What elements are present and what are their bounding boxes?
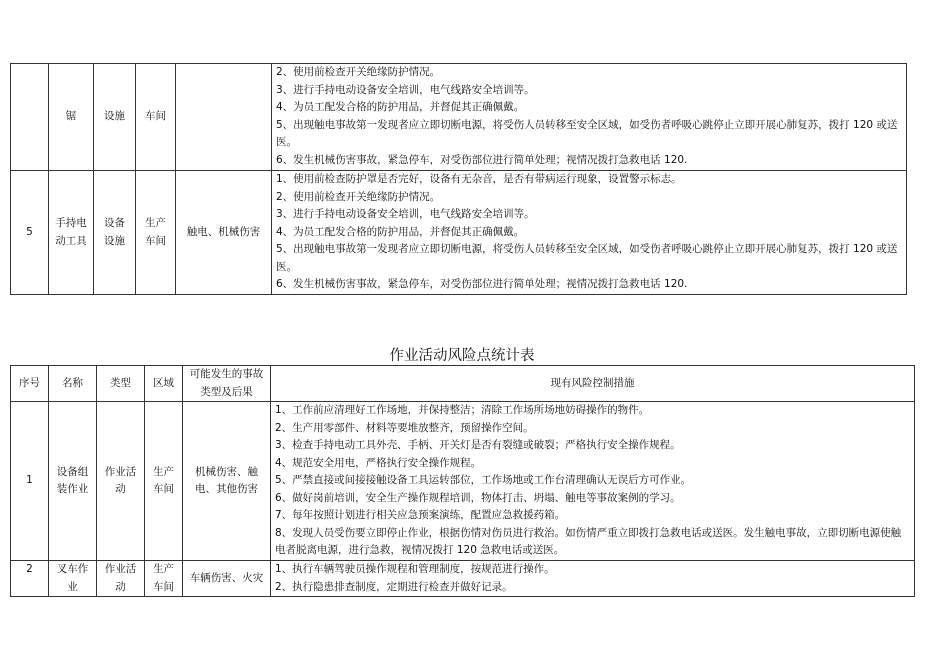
activity-risk-table [10, 365, 915, 597]
row-measures [271, 402, 915, 561]
header-area: 区域 [145, 366, 183, 402]
row-hazard [176, 64, 272, 171]
measure-item: 5、出现触电事故第一发现者应立即切断电源，将受伤人员转移至安全区域，如受伤者呼吸心跳停止立即开展心肺复苏，拨打 120 或送医。 [276, 118, 898, 148]
row-measures [272, 64, 907, 171]
row-name: 叉车作业 [49, 561, 97, 597]
measure-item: 1、使用前检查防护罩是否完好，设备有无杂音，是否有带病运行现象，设置警示标志。 [276, 173, 682, 185]
header-row [11, 366, 915, 402]
row-hazard: 车辆伤害、火灾 [183, 561, 271, 597]
row-name: 锯 [49, 64, 94, 171]
measure-item: 1、执行车辆驾驶员操作规程和管理制度，按规范进行操作。 [275, 563, 555, 575]
measure-item: 6、发生机械伤害事故，紧急停车，对受伤部位进行简单处理；视情况拨打急救电话 120. [276, 278, 688, 290]
measure-item: 1、工作前应清理好工作场地，并保持整洁；清除工作场所场地妨碍操作的物件。 [275, 404, 650, 416]
row-type: 设备设施 [94, 171, 136, 295]
measure-item: 2、生产用零部件、材料等要堆放整齐，预留操作空间。 [275, 421, 534, 434]
row-area: 生产车间 [145, 402, 183, 561]
row-type: 设施 [94, 64, 136, 171]
row-hazard: 机械伤害、触电、其他伤害 [183, 402, 271, 561]
measure-item: 6、做好岗前培训，安全生产操作规程培训，物体打击、坍塌、触电等事故案例的学习。 [275, 491, 681, 504]
measure-item: 2、使用前检查开关绝缘防护情况。 [276, 66, 441, 78]
row-hazard: 触电、机械伤害 [176, 171, 272, 295]
row-type: 作业活动 [97, 402, 145, 561]
measure-item: 3、检查手持电动工具外壳、手柄、开关灯是否有裂缝或破裂；严格执行安全操作规程。 [275, 439, 681, 451]
measure-item: 3、进行手持电动设备安全培训，电气线路安全培训等。 [276, 208, 535, 220]
measure-item: 4、为员工配发合格的防护用品，并督促其正确佩戴。 [276, 225, 525, 238]
row-type: 作业活动 [97, 561, 145, 597]
table-row [11, 64, 907, 171]
row-number: 2 [11, 561, 49, 597]
row-number: 1 [11, 402, 49, 561]
measure-item: 8、发现人员受伤要立即停止作业，根据伤情对伤员进行救治。如伤情严重立即拨打急救电话或送医。发生触电事故，立即切断电源使触电者脱离电源，进行急救，视情况拨打 120 急救电话或送医。 [275, 526, 902, 556]
row-area: 生产车间 [136, 171, 176, 295]
row-number [11, 64, 49, 171]
header-measures: 现有风险控制措施 [271, 366, 915, 402]
measure-item: 6、发生机械伤害事故，紧急停车，对受伤部位进行简单处理；视情况拨打急救电话 120. [276, 153, 688, 166]
row-area: 车间 [136, 64, 176, 171]
row-name: 手持电动工具 [49, 171, 94, 295]
header-hazard: 可能发生的事故类型及后果 [183, 366, 271, 402]
table-row [11, 561, 915, 597]
table-title: 作业活动风险点统计表 [389, 348, 535, 364]
row-area: 生产车间 [145, 561, 183, 597]
header-type: 类型 [97, 366, 145, 402]
risk-table-continued [10, 63, 907, 295]
table-row [11, 402, 915, 561]
measure-item: 4、为员工配发合格的防护用品，并督促其正确佩戴。 [276, 101, 525, 113]
measure-item: 7、每年按照计划进行相关应急预案演练，配置应急救援药箱。 [275, 509, 566, 521]
measure-item: 5、严禁直接或间接接触设备工具运转部位，工作场地或工作台清理确认无误后方可作业。 [275, 474, 692, 486]
row-number: 5 [11, 171, 49, 295]
table-row [11, 171, 907, 295]
measure-item: 2、使用前检查开关绝缘防护情况。 [276, 190, 441, 203]
measure-item: 5、出现触电事故第一发现者应立即切断电源，将受伤人员转移至安全区域，如受伤者呼吸心跳停止立即开展心肺复苏，拨打 120 或送医。 [276, 243, 898, 273]
header-name: 名称 [49, 366, 97, 402]
row-measures [271, 561, 915, 597]
row-measures [272, 171, 907, 295]
measure-item: 3、进行手持电动设备安全培训，电气线路安全培训等。 [276, 83, 535, 96]
header-no: 序号 [11, 366, 49, 402]
row-name: 设备组装作业 [49, 402, 97, 561]
measure-item: 2、执行隐患排查制度，定期进行检查并做好记录。 [275, 580, 513, 593]
measure-item: 4、规范安全用电，严格执行安全操作规程。 [275, 456, 482, 469]
